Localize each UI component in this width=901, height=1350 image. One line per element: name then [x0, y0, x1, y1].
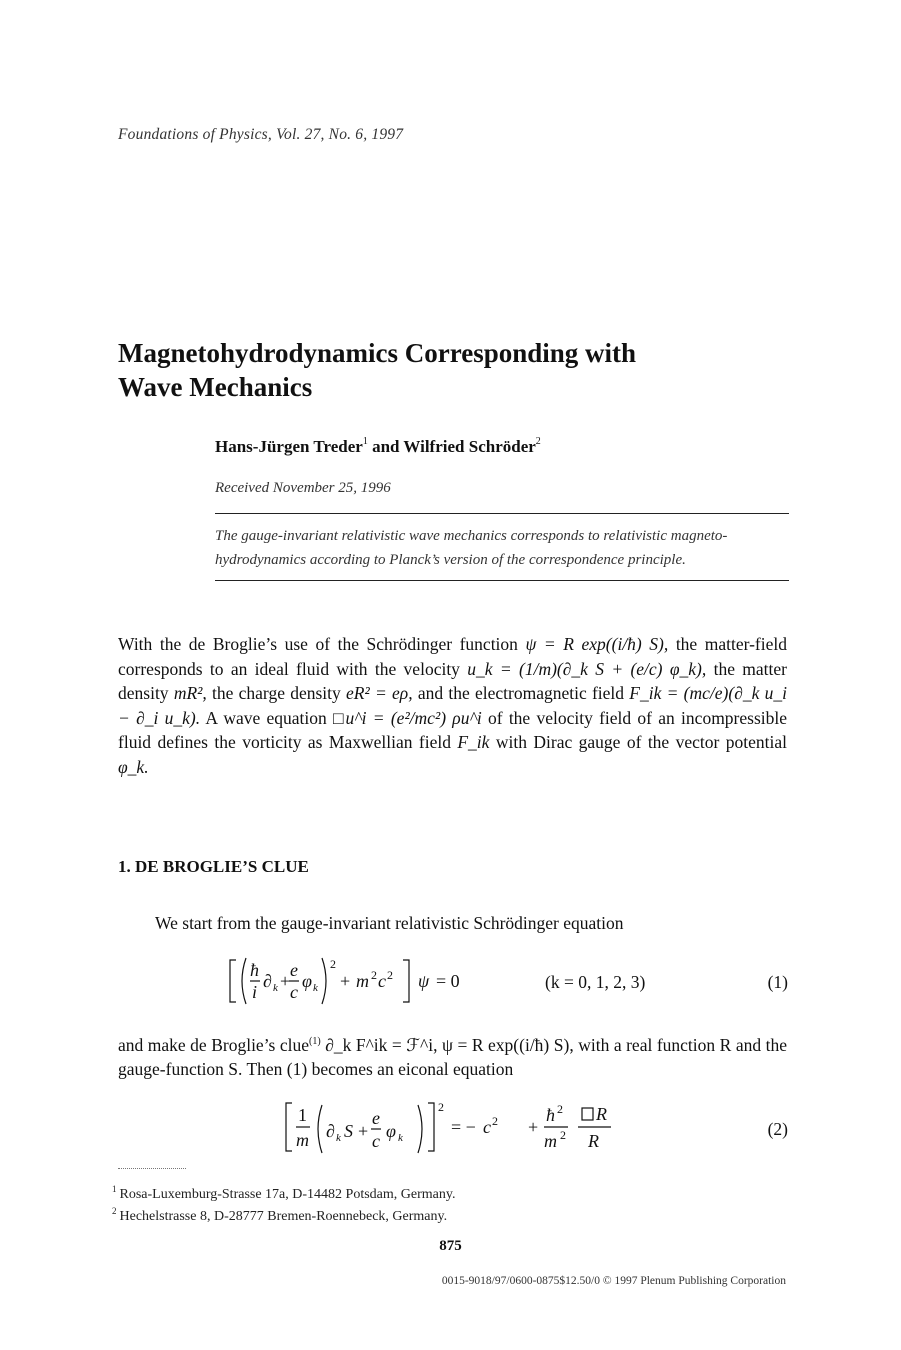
intro-math-charge: eR² = eρ, [346, 683, 413, 704]
copyright-line: 0015-9018/97/0600-0875$12.50/0 © 1997 Plenum Publishing Corporation [441, 1275, 786, 1287]
svg-text:2: 2 [492, 1114, 498, 1128]
intro-text-6: A wave equation [200, 707, 334, 728]
article-title [118, 336, 758, 404]
eq1-right-paren [322, 958, 326, 1004]
svg-text:e: e [372, 1108, 380, 1128]
author-2: Wilfried Schröder [403, 437, 536, 456]
p2-citation: (1) [309, 1036, 321, 1047]
svg-text:φ: φ [302, 971, 312, 991]
footnote-2-text: Hechelstrasse 8, D-28777 Bremen-Roennebeck, Germany. [119, 1209, 448, 1224]
intro-math-velocity: u_k = (1/m)(∂_k S + (e/c) φ_k), [467, 658, 707, 679]
svg-text:∂: ∂ [326, 1121, 335, 1141]
footnote-2-mark: 2 [112, 1206, 117, 1216]
eq1-left-bracket [230, 960, 236, 1002]
intro-math-wave: □u^i = (e²/mc²) ρu^i [333, 707, 482, 728]
svg-text:m: m [296, 1130, 309, 1150]
title-line-1: Magnetohydrodynamics Corresponding with [118, 338, 637, 368]
svg-text:e: e [290, 960, 298, 980]
author-2-affiliation-mark: 2 [535, 436, 541, 447]
intro-math-psi: ψ = R exp((i/ħ) S), [525, 634, 669, 654]
svg-text:k: k [336, 1132, 341, 1144]
svg-text:∂: ∂ [263, 971, 272, 991]
section-paragraph-2 [118, 1030, 787, 1082]
eq2-left-paren [318, 1105, 322, 1153]
svg-text:i: i [252, 982, 258, 1002]
p2-text-a: and make de Broglie’s clue [118, 1034, 310, 1055]
svg-text:ħ: ħ [250, 960, 259, 980]
svg-text:R: R [596, 1104, 607, 1124]
section-paragraph-1: We start from the gauge-invariant relativistic Schrödinger equation [155, 913, 624, 933]
intro-text-8: with Dirac gauge of the vector potential [489, 732, 787, 753]
svg-text:m: m [356, 971, 369, 991]
intro-text-4: the charge density [212, 683, 347, 704]
svg-text:m: m [544, 1131, 557, 1151]
eq2-left-bracket [286, 1103, 292, 1151]
svg-text:φ: φ [386, 1121, 396, 1141]
author-1-affiliation-mark: 1 [362, 436, 368, 447]
footnote-1-text: Rosa-Luxemburg-Strasse 17a, D-14482 Potsdam, Germany. [119, 1187, 456, 1202]
svg-text:R: R [588, 1131, 599, 1151]
svg-text:c: c [483, 1117, 491, 1137]
page-number: 875 [439, 1238, 462, 1254]
svg-text:c: c [378, 971, 386, 991]
author-1: Hans-Jürgen Treder [215, 437, 363, 456]
p2-text-b: ∂_k F^ik = ℱ^i, ψ = R exp((i/ħ) S), with a real function R and the gauge-function S. Then (1) becomes an eiconal equation [118, 1034, 787, 1080]
intro-math-fik: F_ik [457, 732, 490, 753]
equation-2-graphic [118, 1093, 678, 1163]
equation-1-number: (1) [767, 972, 788, 992]
svg-text:2: 2 [560, 1128, 566, 1142]
eq2-dalembertian-box [582, 1108, 593, 1120]
intro-math-phi: φ_k. [118, 756, 149, 777]
author-list [215, 436, 541, 457]
footnote-1 [112, 1184, 455, 1203]
svg-text:c: c [290, 982, 298, 1002]
svg-text:2: 2 [557, 1102, 563, 1116]
intro-text-1: With the de Broglie’s use of the Schrödinger function [118, 634, 526, 654]
abstract-top-rule [215, 513, 789, 514]
svg-text:+: + [528, 1117, 539, 1137]
svg-text:ψ: ψ [418, 971, 430, 991]
received-date: Received November 25, 1996 [215, 480, 391, 496]
svg-text:+: + [358, 1121, 369, 1141]
svg-text:2: 2 [438, 1100, 444, 1114]
intro-math-density: mR², [173, 683, 213, 704]
svg-text:ħ: ħ [546, 1105, 555, 1125]
section-heading: 1. DE BROGLIE’S CLUE [118, 857, 309, 876]
abstract: The gauge-invariant relativistic wave mechanics corresponds to relativistic magneto-hydrodynamics according to Planck’s version of the correspondence principle. [215, 528, 728, 568]
intro-paragraph [118, 632, 787, 780]
footnote-separator [118, 1168, 186, 1169]
svg-text:c: c [372, 1131, 380, 1151]
footnote-2 [112, 1206, 447, 1225]
svg-text:2: 2 [371, 968, 377, 982]
svg-text:= 0: = 0 [436, 971, 460, 991]
intro-text-3: the matter density [118, 658, 787, 704]
equation-2-number: (2) [767, 1119, 788, 1139]
equation-2 [118, 1093, 788, 1163]
eq2-right-bracket [428, 1103, 434, 1151]
journal-citation: Foundations of Physics, Vol. 27, No. 6, 1997 [118, 126, 404, 143]
svg-text:k: k [273, 982, 278, 994]
footnote-1-mark: 1 [112, 1184, 117, 1194]
intro-text-5: and the electromagnetic field [412, 683, 630, 704]
eq1-right-bracket [403, 960, 409, 1002]
svg-text:k: k [398, 1132, 403, 1144]
intro-text-7: of the velocity field of an incompressible fluid defines the vorticity as Maxwellian field [118, 707, 788, 753]
author-join: and [367, 437, 404, 456]
svg-text:+: + [280, 971, 291, 991]
equation-1-condition: (k = 0, 1, 2, 3) [545, 972, 646, 992]
intro-text-2: the matter-field corresponds to an ideal fluid with the velocity [118, 634, 787, 679]
svg-text:1: 1 [298, 1105, 307, 1125]
abstract-bottom-rule [215, 580, 789, 581]
svg-text:= −: = − [451, 1117, 476, 1137]
svg-text:+: + [340, 971, 351, 991]
svg-text:S: S [344, 1121, 353, 1141]
title-line-2: Wave Mechanics [118, 372, 313, 402]
svg-text:2: 2 [387, 968, 393, 982]
eq2-right-paren [418, 1105, 422, 1153]
equation-1 [118, 946, 788, 1016]
intro-math-field: F_ik = (mc/e)(∂_k u_i − ∂_i u_k). [118, 683, 787, 728]
eq1-left-paren [242, 958, 246, 1004]
svg-text:2: 2 [330, 957, 336, 971]
svg-text:k: k [313, 982, 318, 994]
